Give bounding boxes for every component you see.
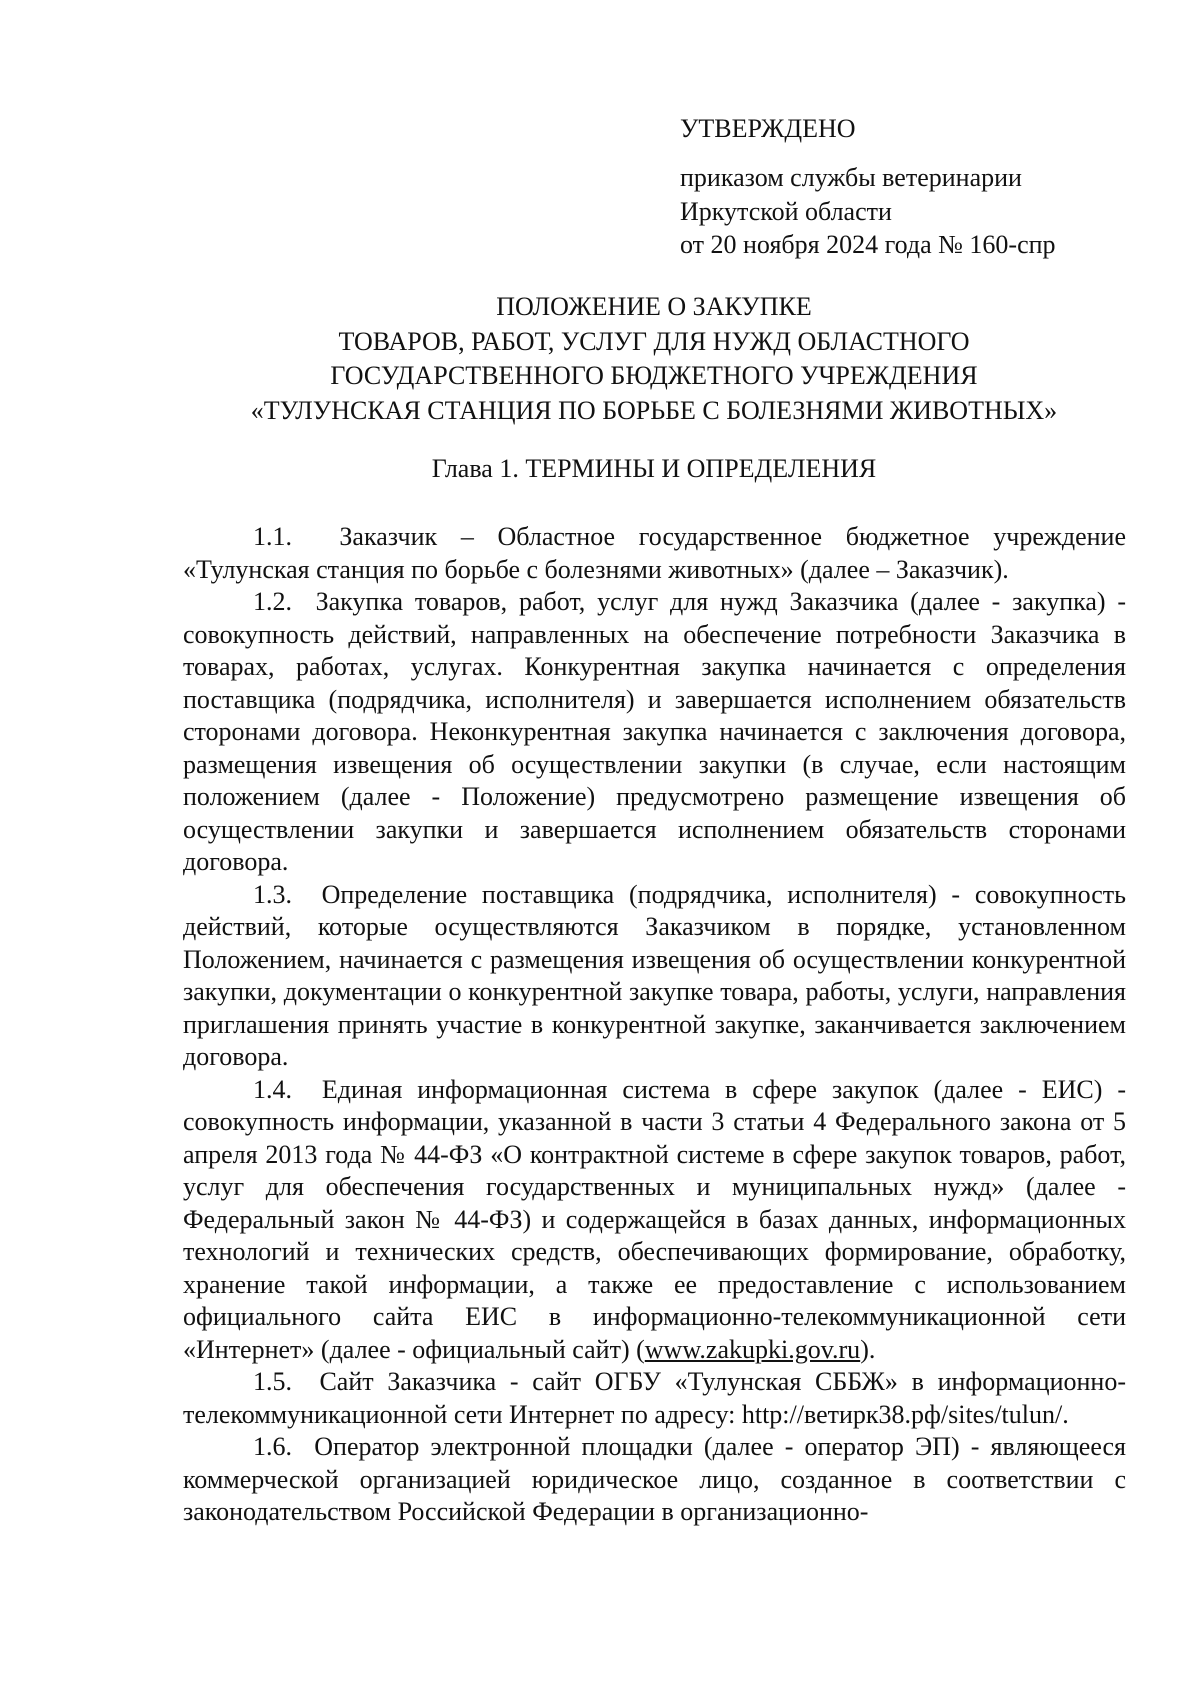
paragraph-1-1 <box>183 521 1126 586</box>
approval-stamp-block <box>680 113 1140 262</box>
chapter-heading: Глава 1. ТЕРМИНЫ И ОПРЕДЕЛЕНИЯ <box>431 454 877 483</box>
paragraph-number: 1.6. <box>253 1432 292 1461</box>
approval-line: Иркутской области <box>680 196 892 226</box>
paragraph-text: Оператор электронной площадки (далее - оператор ЭП) - являющееся коммерческой организацией юридическое лицо, созданное в соответствии с законодательством Российской Федерации в организационно- <box>183 1432 1127 1526</box>
document-body <box>183 521 1126 1529</box>
document-title-line: ТОВАРОВ, РАБОТ, УСЛУГ ДЛЯ НУЖД ОБЛАСТНОГО <box>338 326 970 356</box>
approval-title: УТВЕРЖДЕНО <box>680 114 856 143</box>
paragraph-text-end: ). <box>860 1334 876 1364</box>
paragraph-1-2 <box>183 586 1126 879</box>
approval-line: приказом службы ветеринарии <box>680 163 1022 192</box>
paragraph-number: 1.3. <box>253 879 292 909</box>
paragraph-number: 1.4. <box>253 1074 292 1104</box>
paragraph-text: Единая информационная система в сфере закупок (далее - ЕИС) - совокупность информации, указанной в части 3 статьи 4 Федерального закона от 5 апреля 2013 года № 44-ФЗ «О контрактной системе в сфере закупок товаров, работ, услуг для обеспечения государственных и муниципальных нужд» (далее - Федеральный закон № 44-ФЗ) и содержащейся в базах данных, информационных технологий и технических средств, обеспечивающих формирование, обработку, хранение такой информации, а также ее предоставление с использованием официального сайта ЕИС в информационно-телекоммуникационной сети «Интернет» (далее - официальный сайт) ( <box>183 1074 1126 1364</box>
paragraph-text: Заказчик – Областное государственное бюджетное учреждение «Тулунская станция по борьбе с болезнями животных» (далее – Заказчик). <box>183 522 1126 584</box>
paragraph-1-3 <box>183 879 1126 1074</box>
paragraph-1-6 <box>183 1431 1126 1529</box>
paragraph-text: Определение поставщика (подрядчика, исполнителя) - совокупность действий, которые осуществляются Заказчиком в порядке, установленном Положением, начинается с размещения извещения об осуществлении конкурентной закупки, документации о конкурентной закупке товара, работы, услуги, направления приглашения принять участие в конкурентной закупке, заканчивается заключением договора. <box>183 879 1126 1071</box>
approval-line: от 20 ноября 2024 года № 160-спр <box>680 230 1056 259</box>
paragraph-1-5 <box>183 1366 1126 1431</box>
paragraph-number: 1.5. <box>253 1367 292 1396</box>
paragraph-number: 1.1. <box>253 522 292 551</box>
document-title-line: «ТУЛУНСКАЯ СТАНЦИЯ ПО БОРЬБЕ С БОЛЕЗНЯМИ ЖИВОТНЫХ» <box>250 395 1058 425</box>
paragraph-text: Сайт Заказчика - сайт ОГБУ «Тулунская СББЖ» в информационно-телекоммуникационной сети Интернет по адресу: http://ветирк38.рф/sites/tulun/. <box>183 1367 1126 1429</box>
document-title <box>0 290 1200 428</box>
paragraph-text: Закупка товаров, работ, услуг для нужд Заказчика (далее - закупка) - совокупность действий, направленных на обеспечение потребности Заказчика в товарах, работах, услугах. Конкурентная закупка начинается с определения поставщика (подрядчика, исполнителя) и завершается исполнением обязательств сторонами договора. Неконкурентная закупка начинается с заключения договора, размещения извещения об осуществлении закупки (в случае, если настоящим положением (далее - Положение) предусмотрено размещение извещения об осуществлении закупки и завершается исполнением обязательств сторонами договора. <box>183 587 1126 876</box>
official-site-link[interactable]: www.zakupki.gov.ru <box>644 1334 861 1364</box>
document-title-line: ПОЛОЖЕНИЕ О ЗАКУПКЕ <box>496 292 812 321</box>
paragraph-1-4 <box>183 1074 1126 1367</box>
paragraph-number: 1.2. <box>253 587 292 616</box>
document-title-line: ГОСУДАРСТВЕННОГО БЮДЖЕТНОГО УЧРЕЖДЕНИЯ <box>330 361 978 390</box>
